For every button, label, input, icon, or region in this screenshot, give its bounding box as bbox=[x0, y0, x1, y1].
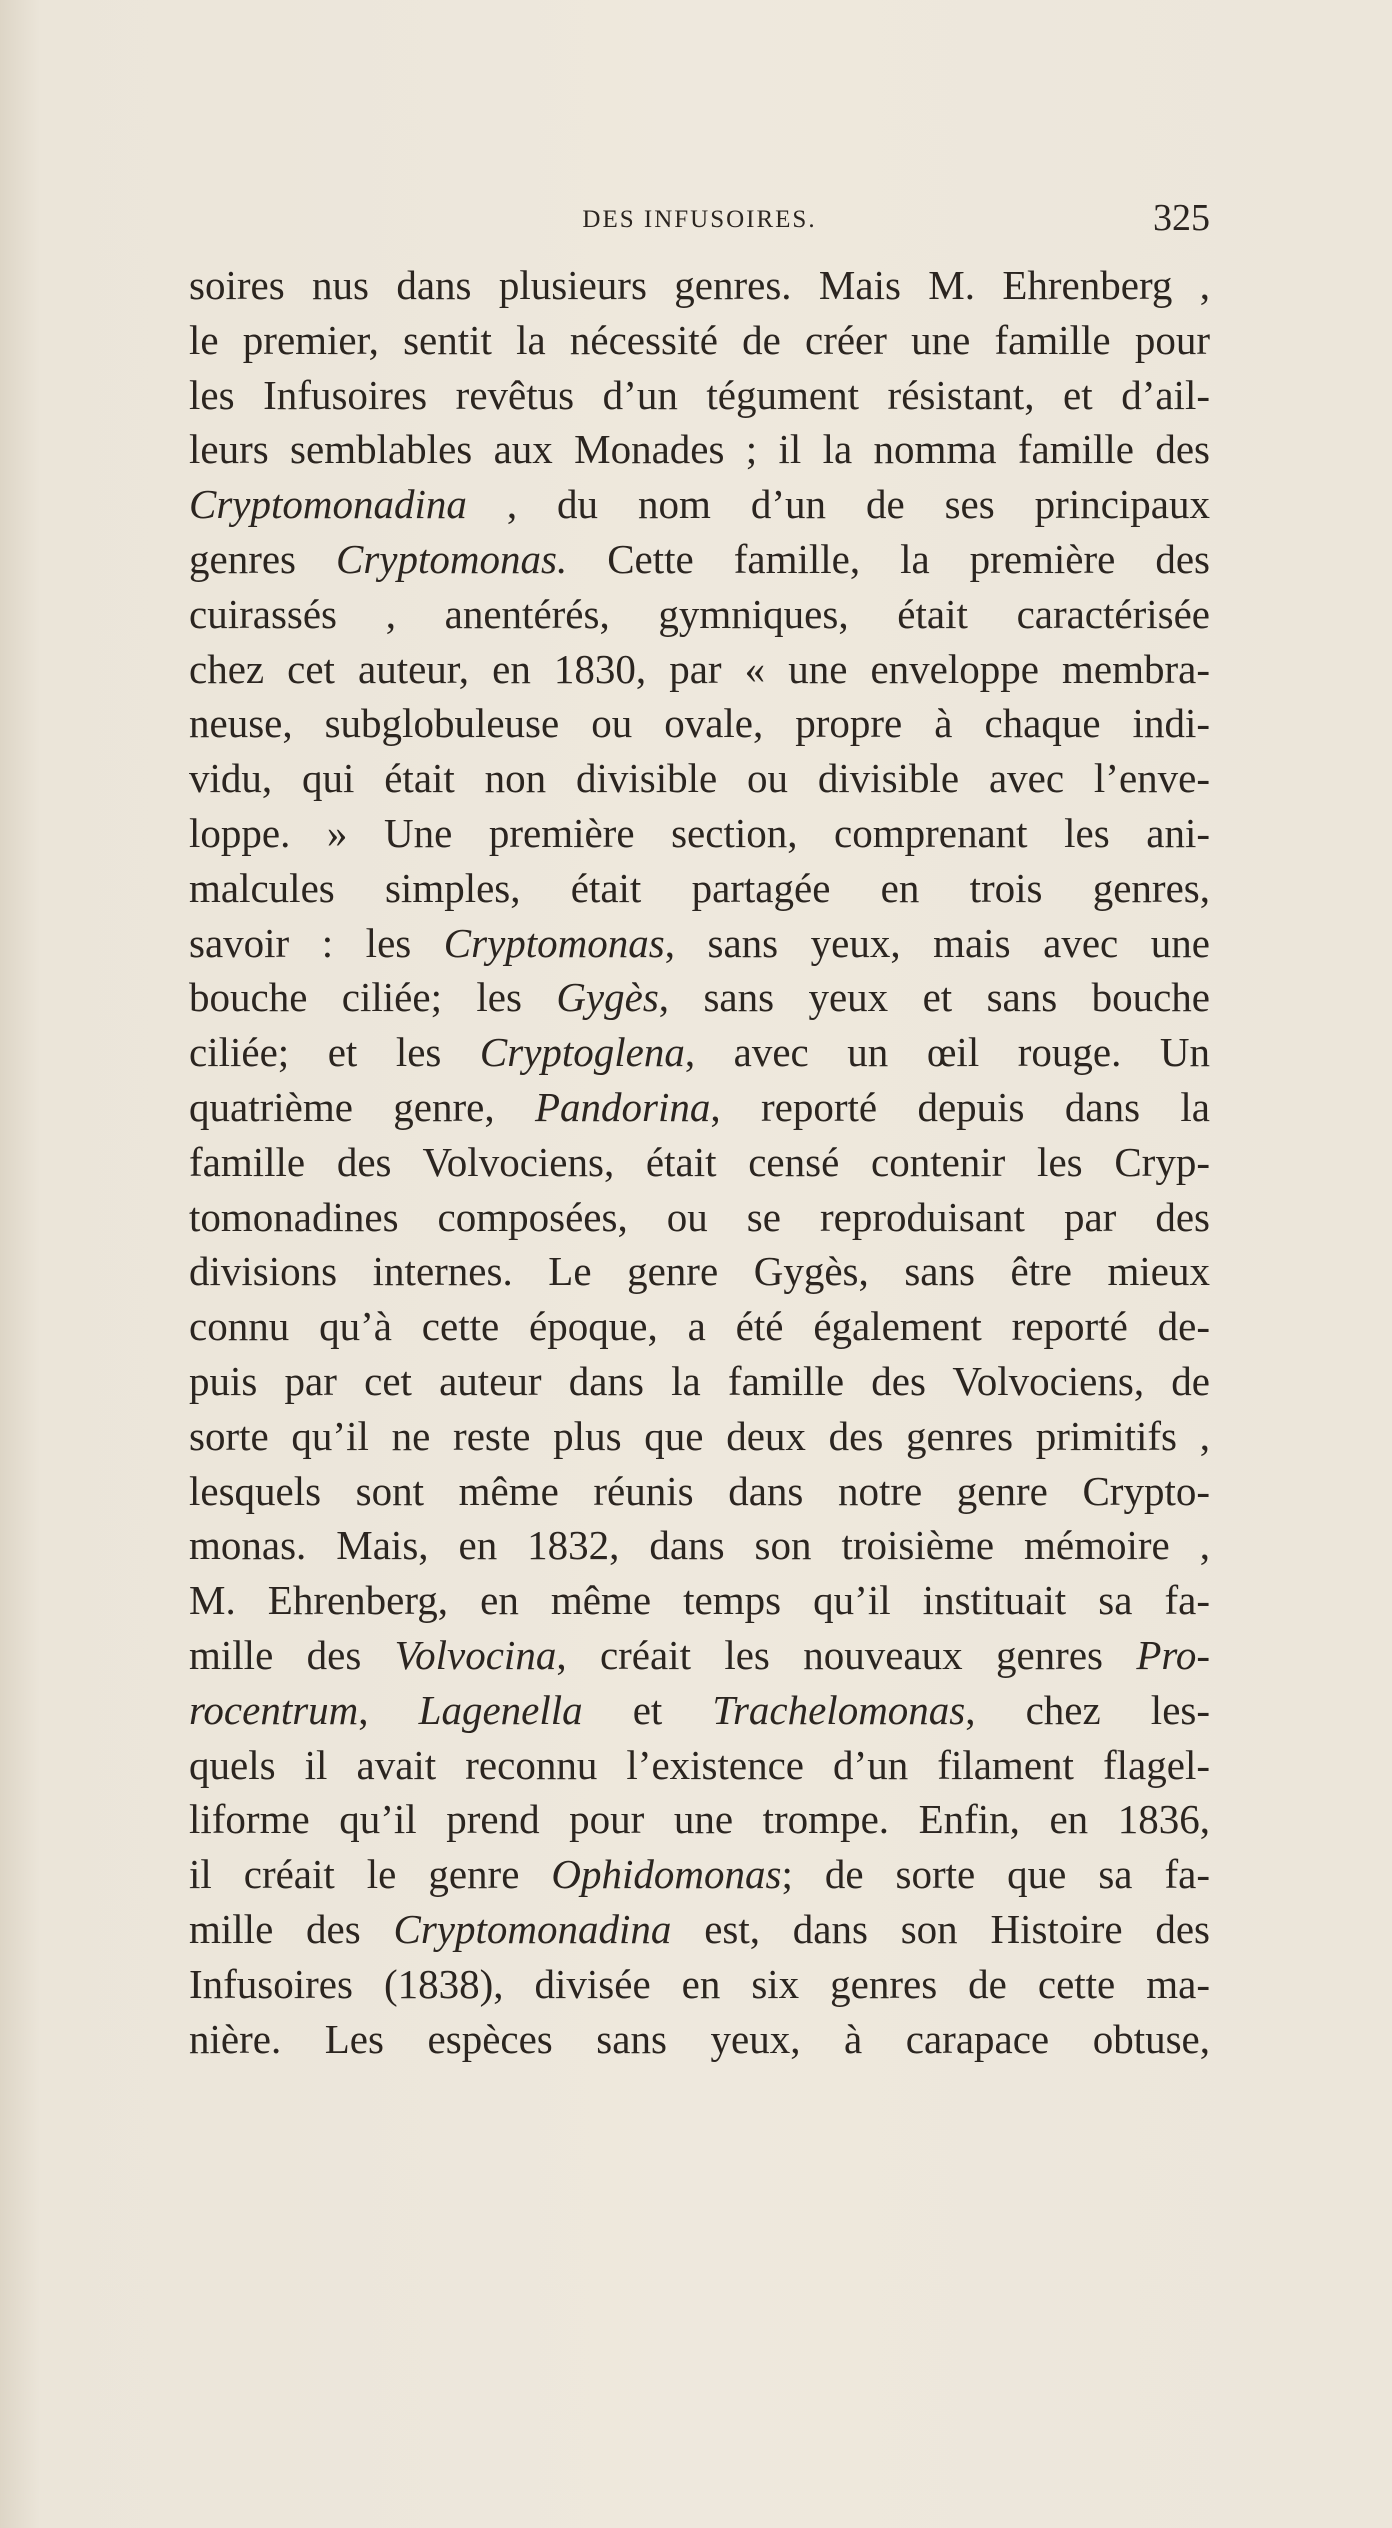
text-line bbox=[189, 1792, 1210, 1847]
text-segment: malcules simples, était partagée en trois genres, bbox=[189, 864, 1210, 911]
text-line bbox=[189, 751, 1210, 806]
text-segment: , reporté depuis dans la bbox=[710, 1083, 1210, 1130]
text-segment: M. Ehrenberg, en même temps qu’il instituait sa fa- bbox=[189, 1577, 1210, 1624]
text-line bbox=[189, 1464, 1210, 1519]
text-segment: soires nus dans plusieurs genres. Mais M. Ehrenberg , bbox=[189, 262, 1210, 308]
text-line bbox=[189, 258, 1210, 313]
text-segment: , sans yeux, mais avec une bbox=[664, 919, 1210, 966]
text-segment: loppe. » Une première section, comprenant les ani- bbox=[189, 809, 1210, 856]
text-segment: leurs semblables aux Monades ; il la nomma famille des bbox=[189, 426, 1210, 473]
text-segment: quatrième genre, bbox=[189, 1083, 535, 1130]
text-segment: genres bbox=[189, 535, 336, 582]
text-segment: nière. Les espèces sans yeux, à carapace obtuse, bbox=[189, 2015, 1210, 2062]
italic-taxon-name: Cryptomonadina bbox=[393, 1905, 672, 1952]
text-line bbox=[189, 806, 1210, 861]
text-segment: cuirassés , anentérés, gymniques, était caractérisée bbox=[189, 590, 1210, 637]
text-line bbox=[189, 696, 1210, 751]
text-segment: vidu, qui était non divisible ou divisible avec l’enve- bbox=[189, 755, 1210, 802]
text-segment: monas. Mais, en 1832, dans son troisième mémoire , bbox=[189, 1522, 1210, 1569]
text-line bbox=[189, 1190, 1210, 1245]
text-line bbox=[189, 1683, 1210, 1738]
text-segment: liforme qu’il prend pour une trompe. Enfin, en 1836, bbox=[189, 1796, 1210, 1843]
text-segment: chez cet auteur, en 1830, par « une enveloppe membra- bbox=[189, 645, 1210, 692]
text-segment: les Infusoires revêtus d’un tégument résistant, et d’ail- bbox=[189, 371, 1210, 418]
body-text bbox=[189, 258, 1210, 2066]
italic-taxon-name: Pandorina bbox=[534, 1083, 711, 1130]
text-line bbox=[189, 1080, 1210, 1135]
running-head-title: DES INFUSOIRES. bbox=[582, 206, 817, 233]
italic-taxon-name: Pro- bbox=[1136, 1631, 1210, 1678]
text-line bbox=[189, 1902, 1210, 1957]
text-segment: sorte qu’il ne reste plus que deux des genres primitifs , bbox=[189, 1412, 1210, 1459]
text-segment: ciliée; et les bbox=[189, 1029, 480, 1076]
text-line bbox=[189, 1354, 1210, 1409]
text-segment: famille des Volvociens, était censé contenir les Cryp- bbox=[189, 1138, 1210, 1185]
text-line bbox=[189, 2012, 1210, 2067]
italic-taxon-name: Ophidomonas bbox=[551, 1851, 782, 1898]
text-line bbox=[189, 1847, 1210, 1902]
italic-taxon-name: Volvocina bbox=[394, 1631, 557, 1678]
text-line bbox=[189, 1738, 1210, 1793]
text-segment: quels il avait reconnu l’existence d’un filament flagel- bbox=[189, 1741, 1210, 1788]
italic-taxon-name: Lagenella bbox=[418, 1686, 583, 1733]
text-line bbox=[189, 1244, 1210, 1299]
text-line bbox=[189, 642, 1210, 697]
text-segment: il créait le genre bbox=[189, 1851, 552, 1898]
text-line bbox=[189, 1025, 1210, 1080]
italic-taxon-name: Cryptomonas. bbox=[336, 535, 568, 582]
text-segment: Infusoires (1838), divisée en six genres de cette ma- bbox=[189, 1960, 1210, 2007]
text-segment: ; de sorte que sa fa- bbox=[781, 1851, 1210, 1898]
text-line bbox=[189, 970, 1210, 1025]
text-line bbox=[189, 422, 1210, 477]
text-segment: , créait les nouveaux genres bbox=[556, 1631, 1137, 1678]
text-line bbox=[189, 1518, 1210, 1573]
text-segment: connu qu’à cette époque, a été également reporté de- bbox=[189, 1303, 1210, 1350]
text-segment: puis par cet auteur dans la famille des Volvociens, de bbox=[189, 1357, 1210, 1404]
text-segment: tomonadines composées, ou se reproduisant par des bbox=[189, 1193, 1210, 1240]
text-segment: est, dans son Histoire des bbox=[671, 1905, 1210, 1952]
text-line bbox=[189, 587, 1210, 642]
text-segment: mille des bbox=[189, 1631, 395, 1678]
text-line bbox=[189, 477, 1210, 532]
text-line bbox=[189, 1628, 1210, 1683]
text-segment: , avec un œil rouge. Un bbox=[684, 1029, 1210, 1076]
text-segment: , du nom d’un de ses principaux bbox=[466, 481, 1210, 528]
text-segment: Cette famille, la première des bbox=[567, 535, 1210, 582]
italic-taxon-name: Cryptoglena bbox=[479, 1029, 685, 1076]
text-segment: neuse, subglobuleuse ou ovale, propre à chaque indi- bbox=[189, 700, 1210, 747]
page-number: 325 bbox=[1153, 197, 1210, 239]
text-segment: lesquels sont même réunis dans notre genre Crypto- bbox=[189, 1467, 1210, 1514]
text-segment: savoir : les bbox=[189, 919, 444, 966]
text-segment: le premier, sentit la nécessité de créer une famille pour bbox=[189, 316, 1210, 363]
text-line bbox=[189, 313, 1210, 368]
text-line bbox=[189, 1957, 1210, 2012]
italic-taxon-name: Cryptomonadina bbox=[189, 481, 467, 528]
italic-taxon-name: Trachelomonas bbox=[712, 1686, 966, 1733]
text-line bbox=[189, 861, 1210, 916]
text-line bbox=[189, 1409, 1210, 1464]
text-line bbox=[189, 1573, 1210, 1628]
text-segment: , sans yeux et sans bouche bbox=[658, 974, 1210, 1021]
italic-taxon-name: Cryptomonas bbox=[443, 919, 665, 966]
text-line bbox=[189, 1135, 1210, 1190]
text-line bbox=[189, 1299, 1210, 1354]
text-line bbox=[189, 916, 1210, 971]
text-line bbox=[189, 368, 1210, 423]
text-segment: mille des bbox=[189, 1905, 394, 1952]
text-line bbox=[189, 532, 1210, 587]
text-segment: , chez les- bbox=[965, 1686, 1210, 1733]
italic-taxon-name: Gygès bbox=[556, 974, 659, 1021]
text-segment: bouche ciliée; les bbox=[189, 974, 557, 1021]
italic-taxon-name: rocentrum bbox=[189, 1686, 359, 1733]
text-segment: , bbox=[358, 1686, 419, 1733]
text-segment: divisions internes. Le genre Gygès, sans être mieux bbox=[189, 1248, 1210, 1295]
text-segment: et bbox=[582, 1686, 713, 1733]
running-head bbox=[189, 196, 1210, 239]
